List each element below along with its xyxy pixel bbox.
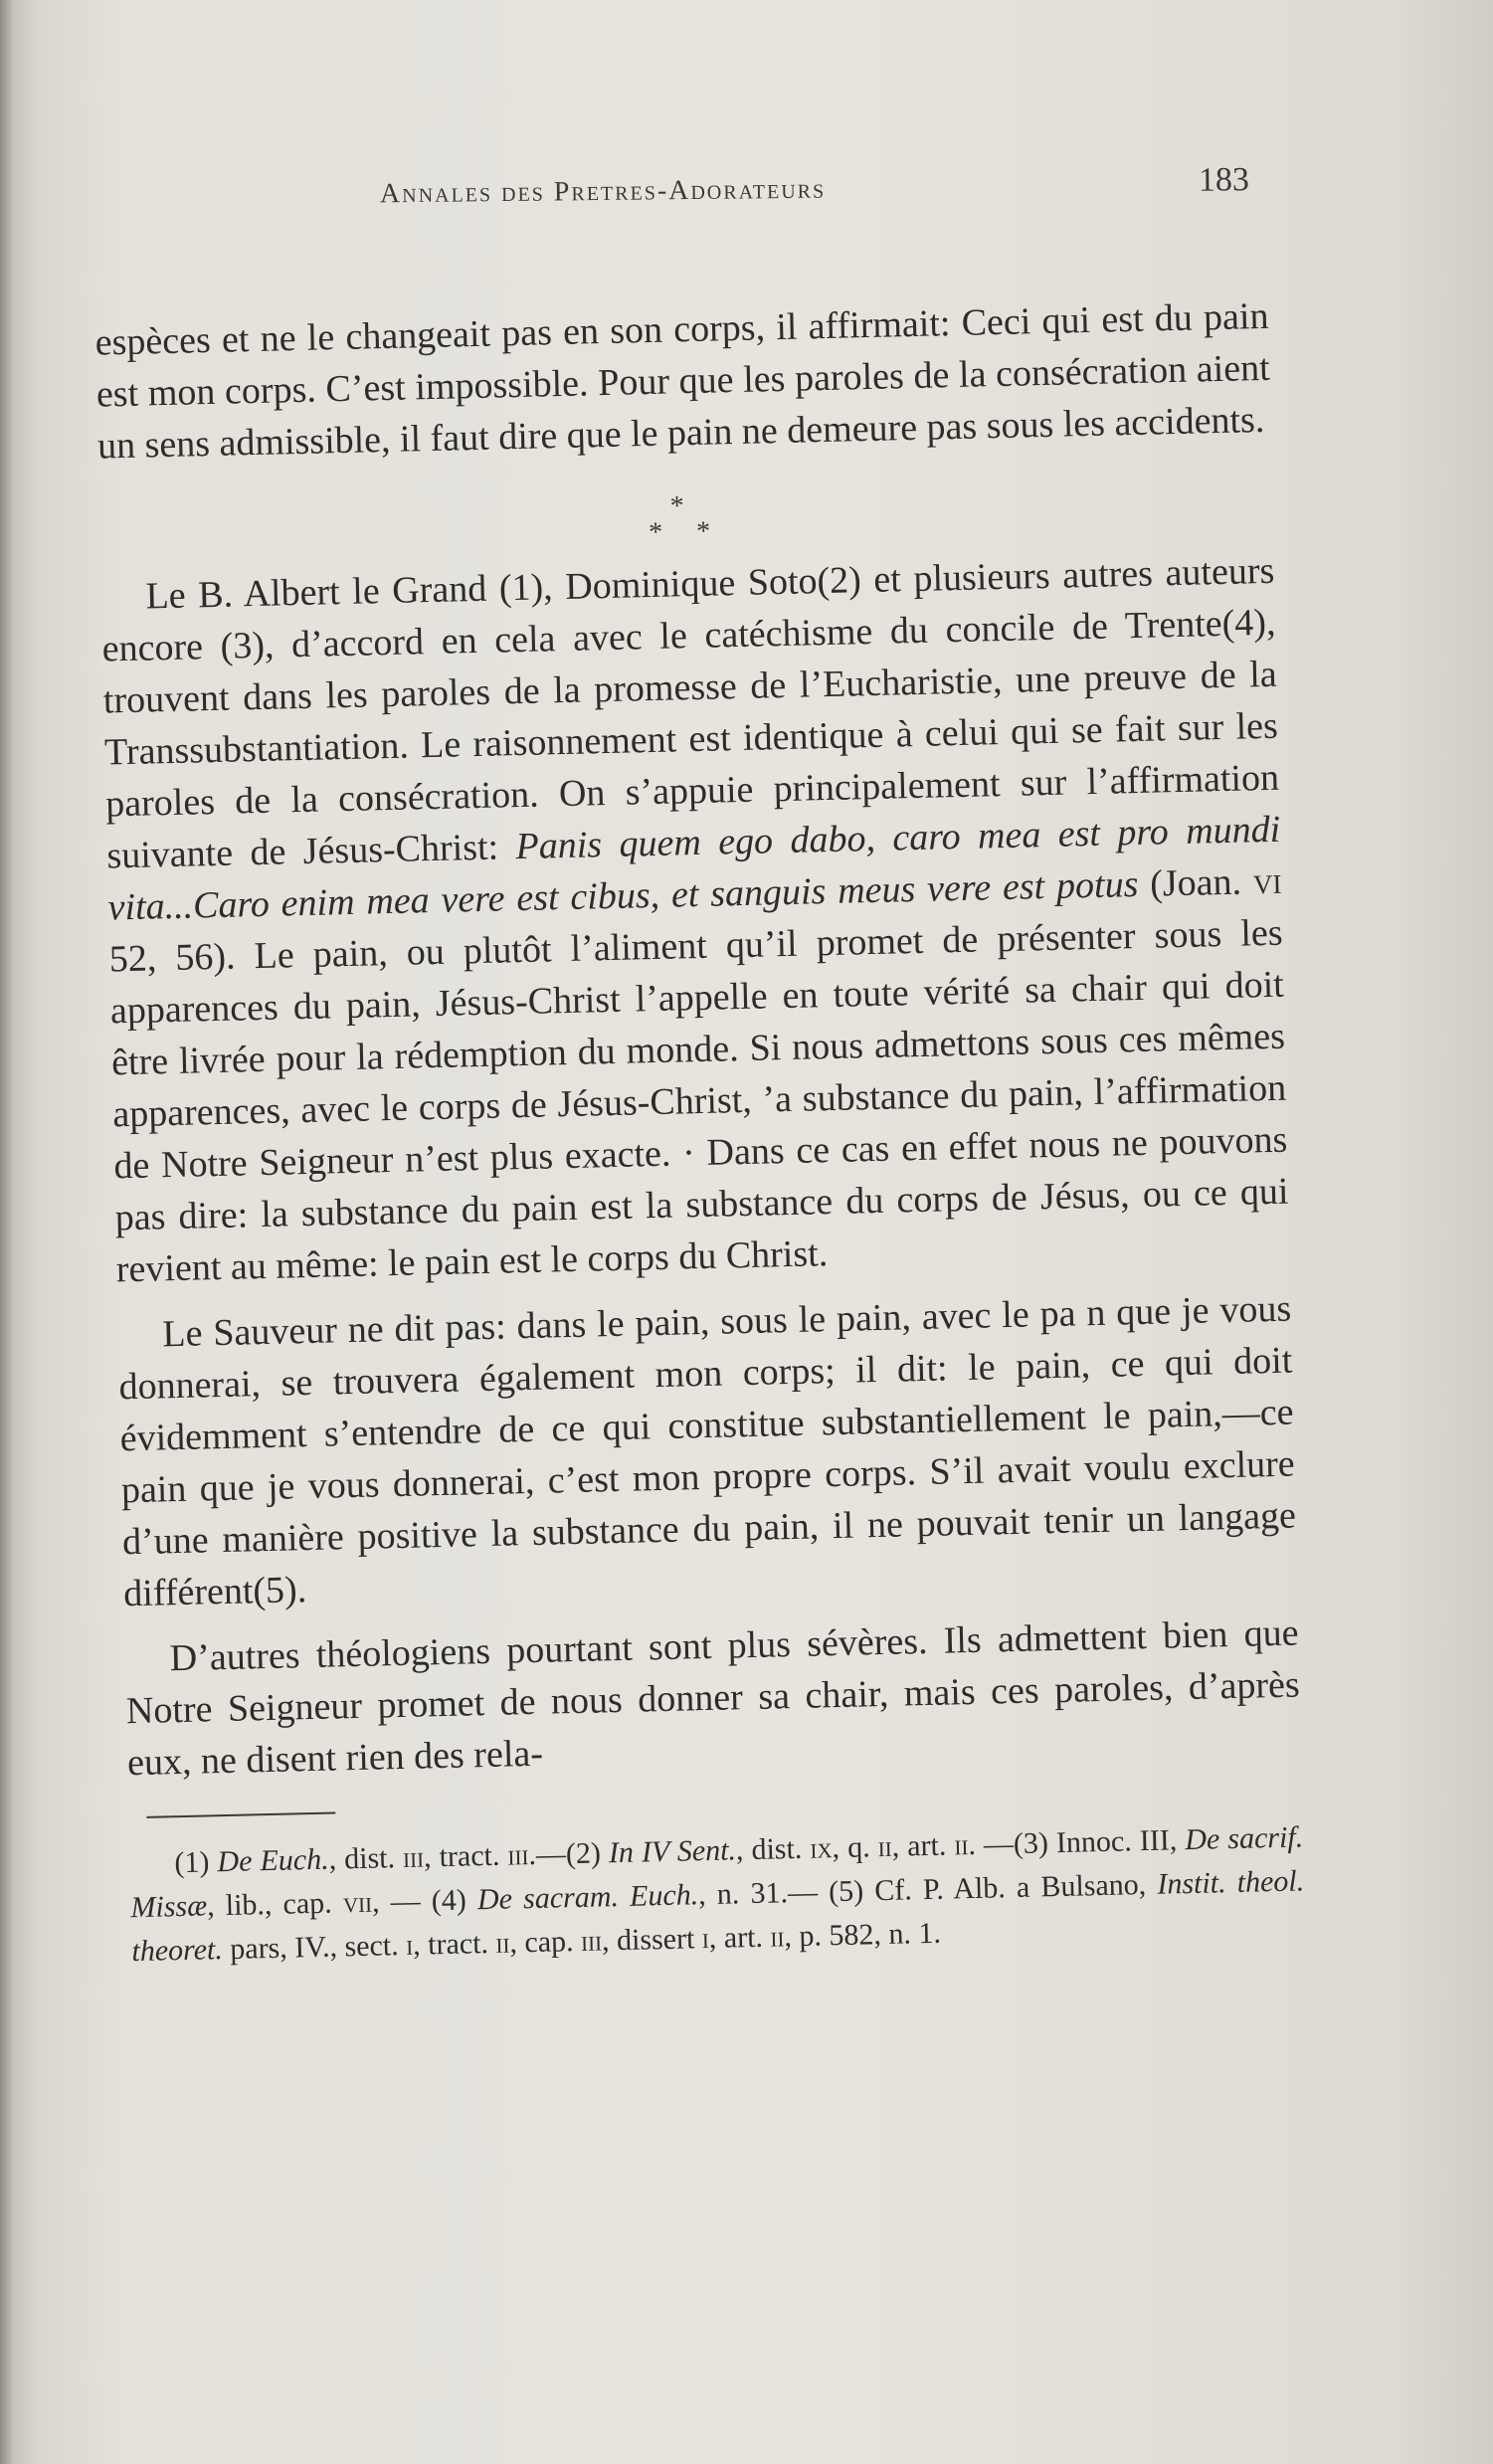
fn-text: , art. bbox=[708, 1920, 771, 1956]
fn-text: , cap. bbox=[509, 1924, 582, 1960]
fn-numeral: iii bbox=[507, 1838, 529, 1872]
paragraph-2-part2: (Joan. bbox=[1137, 860, 1254, 905]
footnote-rule bbox=[146, 1812, 335, 1818]
fn-text: , — (4) bbox=[371, 1883, 478, 1919]
page-number: 183 bbox=[1198, 161, 1250, 199]
fn-text: pars, IV., sect. bbox=[222, 1928, 407, 1967]
fn-italic: De sacram. Euch. bbox=[476, 1878, 699, 1917]
fn-text: , art. bbox=[891, 1828, 955, 1863]
fn-text: , tract. bbox=[423, 1838, 508, 1874]
fn-text: , p. 582, n. 1. bbox=[784, 1916, 942, 1954]
fn-text: .—(2) bbox=[528, 1836, 610, 1872]
fn-text: , dissert bbox=[601, 1922, 703, 1958]
paragraph-2-part3: 52, 56). Le pain, ou plutôt l’aliment qu’il promet de présenter sous les apparences du pain, Jésus-Christ l’appelle en toute vérité sa chair qui doit être livrée pour la rédemption du monde. Si nous admettons sous ces mêmes apparences, avec le corps de Jésus-Christ, ’a substance du pain, l’affirmation de Notre Seigneur n’est plus exacte. · Dans ce cas en effet nous ne pouvons pas dire: la substance du pain est la substance du corps de Jésus, ou ce qui revient au même: le pain est le corps du Christ. bbox=[108, 911, 1289, 1291]
asterism-star-right: * bbox=[695, 515, 711, 547]
fn-numeral: vii bbox=[342, 1885, 373, 1920]
page-edge-shadow bbox=[0, 0, 14, 2464]
fn-numeral: ii bbox=[954, 1828, 969, 1862]
fn-numeral: ii bbox=[495, 1926, 510, 1960]
fn-text: , dist. bbox=[328, 1840, 404, 1876]
footnotes bbox=[129, 1815, 1306, 1974]
fn-numeral: iii bbox=[580, 1924, 603, 1958]
paragraph-2-part1: Le B. Albert le Grand (1), Dominique Soto(2) et plusieurs autres auteurs encore (3), d’accord en cela avec le catéchisme du concile de Trente(4), trouvent dans les paroles de la promesse de l’Eucharistie, une preuve de la Transsubstantiation. Le raisonnement est identique à celui qui se fait sur les paroles de la consécration. On s’appuie principalement sur l’affirmation suivante de Jésus-Christ: bbox=[101, 549, 1280, 877]
paragraph-4: D’autres théologiens pourtant sont plus sévères. Ils admettent bien que Notre Seigneur promet de nous donner sa chair, mais ces paroles, d’après eux, ne disent rien des rela- bbox=[125, 1611, 1301, 1785]
asterism-star-top: * bbox=[669, 490, 684, 522]
fn-text: , lib., cap. bbox=[206, 1886, 344, 1923]
fn-text: . —(3) Innoc. III, bbox=[968, 1823, 1186, 1862]
page-header bbox=[0, 159, 1493, 235]
fn-text: (1) bbox=[174, 1845, 218, 1880]
paragraph-3: Le Sauveur ne dit pas: dans le pain, sous le pain, avec le pa n que je vous donnerai, se trouvera également mon corps; il dit: le pain, ce qui doit évidemment s’entendre de ce qui constitue substantiellement le pain,—ce pain que je vous donnerai, c’est mon propre corps. S’il avait voulu exclure d’une manière positive la substance du pain, il ne pouvait tenir un langage différent(5). bbox=[118, 1287, 1297, 1615]
chapter-numeral: vi bbox=[1252, 859, 1282, 903]
running-title: Annales des Pretres-Adorateurs bbox=[379, 173, 827, 210]
fn-italic: In IV Sent. bbox=[608, 1833, 737, 1870]
page-body bbox=[94, 290, 1305, 1974]
fn-text: , q. bbox=[832, 1830, 879, 1865]
fn-numeral: ix bbox=[810, 1831, 833, 1865]
fn-text: , tract. bbox=[412, 1926, 496, 1962]
fn-text: , dist. bbox=[735, 1831, 811, 1867]
latin-quotation: Panis quem ego dabo, caro mea est pro mundi vita...Caro enim mea vere est cibus, et sanguis meus vere est potus bbox=[107, 808, 1281, 929]
paragraph-2 bbox=[100, 545, 1290, 1296]
fn-numeral: i bbox=[405, 1928, 414, 1962]
fn-numeral: iii bbox=[402, 1840, 425, 1874]
fn-text: , n. 31.— (5) Cf. P. Alb. a Bulsano, bbox=[697, 1867, 1158, 1912]
fn-italic: De Euch. bbox=[217, 1842, 330, 1879]
fn-italic: De sacrif. Missæ bbox=[130, 1820, 1304, 1925]
fn-numeral: ii bbox=[877, 1829, 893, 1864]
fn-italic: Instit. theol. theoret. bbox=[131, 1864, 1305, 1969]
paragraph-1: espèces et ne le changeait pas en son corps, il affirmait: Ceci qui est du pain est mon corps. C’est impossible. Pour que les paroles de la consécration aient un sens admissible, il faut dire que le pain ne demeure pas sous les accidents. bbox=[94, 294, 1271, 468]
fn-numeral: ii bbox=[770, 1920, 785, 1954]
asterism-star-left: * bbox=[648, 516, 663, 549]
fn-numeral: i bbox=[701, 1922, 710, 1956]
